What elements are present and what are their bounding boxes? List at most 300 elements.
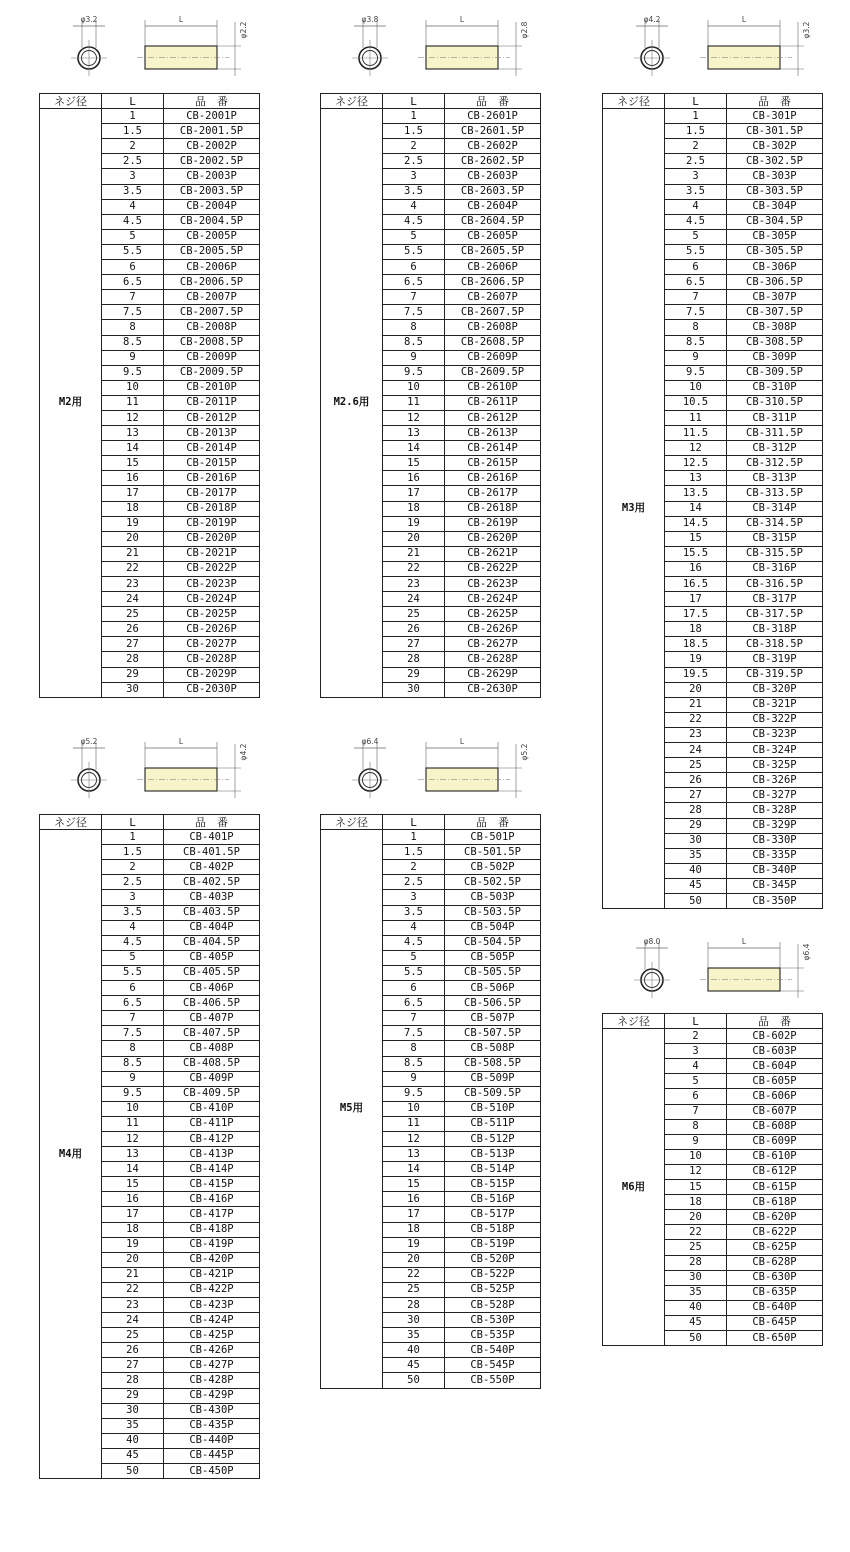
length-cell: 27 xyxy=(383,637,445,652)
length-cell: 7 xyxy=(383,290,445,305)
part-number-cell: CB-519P xyxy=(445,1237,541,1252)
part-number-cell: CB-2022P xyxy=(164,561,260,576)
length-cell: 18.5 xyxy=(665,637,727,652)
length-cell: 16 xyxy=(102,1192,164,1207)
length-cell: 22 xyxy=(102,1282,164,1297)
part-number-cell: CB-335P xyxy=(727,848,823,863)
length-cell: 30 xyxy=(665,1270,727,1285)
part-number-cell: CB-620P xyxy=(727,1210,823,1225)
length-cell: 8 xyxy=(383,320,445,335)
length-cell: 12.5 xyxy=(665,456,727,471)
length-cell: 20 xyxy=(665,682,727,697)
length-cell: 40 xyxy=(383,1343,445,1358)
part-number-cell: CB-530P xyxy=(445,1313,541,1328)
length-cell: 5 xyxy=(383,229,445,244)
length-cell: 6.5 xyxy=(383,275,445,290)
spacer-drawing-m5 xyxy=(326,730,540,810)
part-number-cell: CB-2018P xyxy=(164,501,260,516)
length-cell: 5 xyxy=(102,229,164,244)
length-cell: 21 xyxy=(383,546,445,561)
length-cell: 8.5 xyxy=(102,1056,164,1071)
table-row xyxy=(603,109,823,124)
length-cell: 3 xyxy=(383,169,445,184)
part-number-cell: CB-2004P xyxy=(164,199,260,214)
length-cell: 28 xyxy=(102,652,164,667)
spec-table-m4 xyxy=(39,814,260,1479)
length-cell: 24 xyxy=(102,1313,164,1328)
length-cell: 5 xyxy=(383,950,445,965)
part-number-cell: CB-314P xyxy=(727,501,823,516)
length-cell: 13 xyxy=(383,1147,445,1162)
length-cell: 3.5 xyxy=(102,184,164,199)
length-cell: 9 xyxy=(665,350,727,365)
part-number-cell: CB-423P xyxy=(164,1298,260,1313)
length-cell: 5 xyxy=(665,229,727,244)
length-cell: 2.5 xyxy=(383,154,445,169)
length-cell: 27 xyxy=(102,637,164,652)
length-cell: 3.5 xyxy=(665,184,727,199)
part-number-cell: CB-340P xyxy=(727,863,823,878)
header-row xyxy=(321,815,541,830)
part-number-cell: CB-326P xyxy=(727,773,823,788)
length-cell: 16 xyxy=(665,561,727,576)
part-number-cell: CB-2622P xyxy=(445,561,541,576)
part-number-cell: CB-509.5P xyxy=(445,1086,541,1101)
part-number-cell: CB-304.5P xyxy=(727,214,823,229)
part-number-cell: CB-505P xyxy=(445,950,541,965)
table-row xyxy=(321,109,541,124)
length-cell: 14 xyxy=(102,441,164,456)
length-cell: 45 xyxy=(383,1358,445,1373)
part-number-cell: CB-345P xyxy=(727,878,823,893)
part-number-cell: CB-507.5P xyxy=(445,1026,541,1041)
length-cell: 5.5 xyxy=(102,965,164,980)
part-number-cell: CB-404.5P xyxy=(164,935,260,950)
length-cell: 8 xyxy=(665,320,727,335)
outer-diameter-label: φ2.2 xyxy=(239,21,248,39)
length-cell: 16 xyxy=(383,1192,445,1207)
part-number-cell: CB-416P xyxy=(164,1192,260,1207)
part-number-cell: CB-301P xyxy=(727,109,823,124)
length-cell: 50 xyxy=(383,1373,445,1388)
part-number-cell: CB-424P xyxy=(164,1313,260,1328)
part-number-cell: CB-604P xyxy=(727,1059,823,1074)
length-cell: 15 xyxy=(383,1177,445,1192)
length-cell: 1 xyxy=(383,830,445,845)
length-cell: 2.5 xyxy=(665,154,727,169)
length-cell: 2 xyxy=(383,139,445,154)
part-number-cell: CB-2607.5P xyxy=(445,305,541,320)
length-dimension-label: L xyxy=(178,737,184,746)
part-number-cell: CB-2008.5P xyxy=(164,335,260,350)
length-cell: 13 xyxy=(665,471,727,486)
header-thread: ネジ径 xyxy=(603,94,665,109)
part-number-cell: CB-404P xyxy=(164,920,260,935)
length-cell: 8.5 xyxy=(383,1056,445,1071)
length-cell: 35 xyxy=(665,848,727,863)
part-number-cell: CB-2007.5P xyxy=(164,305,260,320)
header-row xyxy=(321,94,541,109)
part-number-cell: CB-2614P xyxy=(445,441,541,456)
length-cell: 1 xyxy=(102,109,164,124)
part-number-cell: CB-2602.5P xyxy=(445,154,541,169)
length-cell: 45 xyxy=(665,878,727,893)
length-cell: 4 xyxy=(665,199,727,214)
length-cell: 3 xyxy=(102,169,164,184)
part-number-cell: CB-2006.5P xyxy=(164,275,260,290)
part-number-cell: CB-503P xyxy=(445,890,541,905)
length-cell: 4.5 xyxy=(383,935,445,950)
length-cell: 19 xyxy=(102,1237,164,1252)
part-number-cell: CB-311.5P xyxy=(727,426,823,441)
table-row xyxy=(603,1029,823,1044)
spacer-diagram-m4 xyxy=(45,730,259,810)
part-number-cell: CB-403.5P xyxy=(164,905,260,920)
length-cell: 11 xyxy=(102,395,164,410)
length-cell: 12 xyxy=(102,410,164,425)
length-cell: 2 xyxy=(665,1029,727,1044)
part-number-cell: CB-2623P xyxy=(445,577,541,592)
length-cell: 50 xyxy=(665,1330,727,1345)
length-cell: 10 xyxy=(383,380,445,395)
part-number-cell: CB-427P xyxy=(164,1358,260,1373)
length-cell: 7 xyxy=(102,1011,164,1026)
part-number-cell: CB-2001.5P xyxy=(164,124,260,139)
length-cell: 27 xyxy=(665,788,727,803)
length-cell: 8 xyxy=(102,320,164,335)
part-number-cell: CB-628P xyxy=(727,1255,823,1270)
hole-diameter-label: φ3.8 xyxy=(361,15,379,24)
part-number-cell: CB-309P xyxy=(727,350,823,365)
length-cell: 40 xyxy=(102,1433,164,1448)
length-cell: 30 xyxy=(383,682,445,697)
length-cell: 12 xyxy=(383,410,445,425)
length-cell: 17 xyxy=(102,1207,164,1222)
length-cell: 20 xyxy=(383,1252,445,1267)
part-number-cell: CB-402P xyxy=(164,860,260,875)
part-number-cell: CB-2005.5P xyxy=(164,244,260,259)
part-number-cell: CB-313P xyxy=(727,471,823,486)
length-cell: 17.5 xyxy=(665,607,727,622)
part-number-cell: CB-2630P xyxy=(445,682,541,697)
length-cell: 28 xyxy=(383,652,445,667)
part-number-cell: CB-312P xyxy=(727,441,823,456)
part-number-cell: CB-408P xyxy=(164,1041,260,1056)
thread-size-cell: M5用 xyxy=(321,830,383,1388)
part-number-cell: CB-429P xyxy=(164,1388,260,1403)
part-number-cell: CB-608P xyxy=(727,1119,823,1134)
length-cell: 1 xyxy=(665,109,727,124)
spacer-diagram-m2 xyxy=(45,8,259,88)
length-cell: 23 xyxy=(383,577,445,592)
part-number-cell: CB-402.5P xyxy=(164,875,260,890)
header-thread: ネジ径 xyxy=(321,94,383,109)
length-cell: 14.5 xyxy=(665,516,727,531)
part-number-cell: CB-325P xyxy=(727,758,823,773)
length-cell: 1 xyxy=(383,109,445,124)
part-number-cell: CB-312.5P xyxy=(727,456,823,471)
part-number-cell: CB-2601.5P xyxy=(445,124,541,139)
length-cell: 25 xyxy=(102,1328,164,1343)
length-cell: 7.5 xyxy=(665,305,727,320)
hole-diameter-label: φ3.2 xyxy=(80,15,98,24)
length-cell: 27 xyxy=(102,1358,164,1373)
part-number-cell: CB-2011P xyxy=(164,395,260,410)
length-cell: 29 xyxy=(102,1388,164,1403)
part-number-cell: CB-2030P xyxy=(164,682,260,697)
length-cell: 26 xyxy=(102,622,164,637)
part-number-cell: CB-420P xyxy=(164,1252,260,1267)
length-cell: 3.5 xyxy=(102,905,164,920)
part-number-cell: CB-412P xyxy=(164,1131,260,1146)
part-number-cell: CB-2002.5P xyxy=(164,154,260,169)
header-row xyxy=(40,815,260,830)
part-number-cell: CB-2606P xyxy=(445,260,541,275)
part-number-cell: CB-408.5P xyxy=(164,1056,260,1071)
length-cell: 20 xyxy=(383,531,445,546)
part-number-cell: CB-2020P xyxy=(164,531,260,546)
part-number-cell: CB-2017P xyxy=(164,486,260,501)
part-number-cell: CB-307P xyxy=(727,290,823,305)
part-number-cell: CB-435P xyxy=(164,1418,260,1433)
length-cell: 9.5 xyxy=(383,1086,445,1101)
length-cell: 10 xyxy=(102,1101,164,1116)
length-cell: 11 xyxy=(102,1116,164,1131)
length-cell: 11.5 xyxy=(665,426,727,441)
part-number-cell: CB-513P xyxy=(445,1147,541,1162)
part-number-cell: CB-512P xyxy=(445,1131,541,1146)
length-cell: 1.5 xyxy=(383,124,445,139)
spec-table-m5 xyxy=(320,814,541,1389)
part-number-cell: CB-618P xyxy=(727,1195,823,1210)
part-number-cell: CB-306.5P xyxy=(727,275,823,290)
part-number-cell: CB-305P xyxy=(727,229,823,244)
length-cell: 13 xyxy=(102,1147,164,1162)
part-number-cell: CB-425P xyxy=(164,1328,260,1343)
length-cell: 12 xyxy=(102,1131,164,1146)
part-number-cell: CB-409.5P xyxy=(164,1086,260,1101)
part-number-cell: CB-622P xyxy=(727,1225,823,1240)
part-number-cell: CB-606P xyxy=(727,1089,823,1104)
part-number-cell: CB-409P xyxy=(164,1071,260,1086)
part-number-cell: CB-419P xyxy=(164,1237,260,1252)
length-cell: 2.5 xyxy=(102,154,164,169)
part-number-cell: CB-2618P xyxy=(445,501,541,516)
part-number-cell: CB-605P xyxy=(727,1074,823,1089)
part-number-cell: CB-516P xyxy=(445,1192,541,1207)
table-row xyxy=(40,109,260,124)
part-number-cell: CB-540P xyxy=(445,1343,541,1358)
length-cell: 45 xyxy=(102,1448,164,1463)
part-number-cell: CB-510P xyxy=(445,1101,541,1116)
part-number-cell: CB-322P xyxy=(727,712,823,727)
header-length: L xyxy=(383,815,445,830)
header-part-number: 品 番 xyxy=(164,815,260,830)
part-number-cell: CB-403P xyxy=(164,890,260,905)
part-number-cell: CB-315P xyxy=(727,531,823,546)
length-cell: 2 xyxy=(102,860,164,875)
length-dimension-label: L xyxy=(459,737,465,746)
part-number-cell: CB-2624P xyxy=(445,592,541,607)
length-cell: 16 xyxy=(102,471,164,486)
length-cell: 9.5 xyxy=(102,365,164,380)
part-number-cell: CB-316.5P xyxy=(727,577,823,592)
part-number-cell: CB-2019P xyxy=(164,516,260,531)
part-number-cell: CB-625P xyxy=(727,1240,823,1255)
part-number-cell: CB-2602P xyxy=(445,139,541,154)
length-cell: 29 xyxy=(665,818,727,833)
part-number-cell: CB-406.5P xyxy=(164,996,260,1011)
part-number-cell: CB-417P xyxy=(164,1207,260,1222)
part-number-cell: CB-2608.5P xyxy=(445,335,541,350)
length-cell: 9.5 xyxy=(102,1086,164,1101)
length-cell: 5.5 xyxy=(102,244,164,259)
part-number-cell: CB-410P xyxy=(164,1101,260,1116)
length-cell: 4 xyxy=(383,920,445,935)
length-cell: 4.5 xyxy=(383,214,445,229)
part-number-cell: CB-2026P xyxy=(164,622,260,637)
part-number-cell: CB-310.5P xyxy=(727,395,823,410)
part-number-cell: CB-507P xyxy=(445,1011,541,1026)
header-part-number: 品 番 xyxy=(445,94,541,109)
header-row xyxy=(603,94,823,109)
header-length: L xyxy=(383,94,445,109)
part-number-cell: CB-607P xyxy=(727,1104,823,1119)
part-number-cell: CB-2612P xyxy=(445,410,541,425)
part-number-cell: CB-308P xyxy=(727,320,823,335)
spacer-drawing-m3 xyxy=(608,8,822,88)
length-cell: 1.5 xyxy=(102,124,164,139)
hole-diameter-label: φ4.2 xyxy=(643,15,661,24)
thread-size-cell: M6用 xyxy=(603,1029,665,1346)
length-cell: 14 xyxy=(383,1162,445,1177)
header-length: L xyxy=(665,94,727,109)
part-number-cell: CB-2615P xyxy=(445,456,541,471)
part-number-cell: CB-2023P xyxy=(164,577,260,592)
thread-size-cell: M2用 xyxy=(40,109,102,698)
length-cell: 19 xyxy=(383,516,445,531)
part-number-cell: CB-602P xyxy=(727,1029,823,1044)
part-number-cell: CB-318.5P xyxy=(727,637,823,652)
part-number-cell: CB-317P xyxy=(727,592,823,607)
table-row xyxy=(321,830,541,845)
length-cell: 15.5 xyxy=(665,546,727,561)
length-cell: 14 xyxy=(102,1162,164,1177)
part-number-cell: CB-316P xyxy=(727,561,823,576)
part-number-cell: CB-315.5P xyxy=(727,546,823,561)
part-number-cell: CB-310P xyxy=(727,380,823,395)
part-number-cell: CB-2605.5P xyxy=(445,244,541,259)
spacer-diagram-m3 xyxy=(608,8,822,88)
length-cell: 13.5 xyxy=(665,486,727,501)
header-thread: ネジ径 xyxy=(603,1014,665,1029)
length-cell: 22 xyxy=(102,561,164,576)
part-number-cell: CB-2620P xyxy=(445,531,541,546)
part-number-cell: CB-407P xyxy=(164,1011,260,1026)
part-number-cell: CB-307.5P xyxy=(727,305,823,320)
part-number-cell: CB-411P xyxy=(164,1116,260,1131)
length-cell: 30 xyxy=(383,1313,445,1328)
part-number-cell: CB-313.5P xyxy=(727,486,823,501)
part-number-cell: CB-2028P xyxy=(164,652,260,667)
part-number-cell: CB-422P xyxy=(164,1282,260,1297)
part-number-cell: CB-603P xyxy=(727,1044,823,1059)
length-cell: 18 xyxy=(665,622,727,637)
part-number-cell: CB-505.5P xyxy=(445,965,541,980)
length-cell: 2 xyxy=(665,139,727,154)
length-cell: 4 xyxy=(383,199,445,214)
length-cell: 22 xyxy=(383,1267,445,1282)
part-number-cell: CB-2625P xyxy=(445,607,541,622)
spacer-diagram-m26 xyxy=(326,8,540,88)
length-cell: 14 xyxy=(383,441,445,456)
part-number-cell: CB-509P xyxy=(445,1071,541,1086)
header-length: L xyxy=(102,815,164,830)
length-cell: 5 xyxy=(665,1074,727,1089)
part-number-cell: CB-520P xyxy=(445,1252,541,1267)
length-cell: 5.5 xyxy=(383,244,445,259)
part-number-cell: CB-401P xyxy=(164,830,260,845)
length-cell: 1 xyxy=(102,830,164,845)
part-number-cell: CB-508.5P xyxy=(445,1056,541,1071)
length-cell: 26 xyxy=(102,1343,164,1358)
part-number-cell: CB-2029P xyxy=(164,667,260,682)
length-cell: 6.5 xyxy=(665,275,727,290)
part-number-cell: CB-320P xyxy=(727,682,823,697)
length-cell: 8.5 xyxy=(383,335,445,350)
part-number-cell: CB-330P xyxy=(727,833,823,848)
length-cell: 40 xyxy=(665,1300,727,1315)
length-cell: 4 xyxy=(102,199,164,214)
length-cell: 9 xyxy=(383,1071,445,1086)
length-cell: 35 xyxy=(102,1418,164,1433)
part-number-cell: CB-2021P xyxy=(164,546,260,561)
length-cell: 22 xyxy=(383,561,445,576)
part-number-cell: CB-503.5P xyxy=(445,905,541,920)
part-number-cell: CB-328P xyxy=(727,803,823,818)
part-number-cell: CB-528P xyxy=(445,1298,541,1313)
length-cell: 6 xyxy=(102,260,164,275)
length-cell: 8.5 xyxy=(102,335,164,350)
length-cell: 9 xyxy=(665,1134,727,1149)
length-cell: 7.5 xyxy=(102,1026,164,1041)
length-cell: 9 xyxy=(383,350,445,365)
part-number-cell: CB-440P xyxy=(164,1433,260,1448)
length-cell: 30 xyxy=(665,833,727,848)
part-number-cell: CB-329P xyxy=(727,818,823,833)
part-number-cell: CB-2628P xyxy=(445,652,541,667)
length-cell: 11 xyxy=(665,410,727,425)
length-cell: 17 xyxy=(102,486,164,501)
part-number-cell: CB-445P xyxy=(164,1448,260,1463)
part-number-cell: CB-304P xyxy=(727,199,823,214)
length-cell: 4.5 xyxy=(665,214,727,229)
part-number-cell: CB-421P xyxy=(164,1267,260,1282)
part-number-cell: CB-2605P xyxy=(445,229,541,244)
part-number-cell: CB-517P xyxy=(445,1207,541,1222)
length-dimension-label: L xyxy=(178,15,184,24)
spec-table-m3 xyxy=(602,93,823,909)
part-number-cell: CB-2601P xyxy=(445,109,541,124)
part-number-cell: CB-511P xyxy=(445,1116,541,1131)
header-row xyxy=(603,1014,823,1029)
header-length: L xyxy=(665,1014,727,1029)
length-cell: 7 xyxy=(102,290,164,305)
outer-diameter-label: φ5.2 xyxy=(520,743,529,761)
part-number-cell: CB-2009.5P xyxy=(164,365,260,380)
part-number-cell: CB-303.5P xyxy=(727,184,823,199)
length-cell: 7.5 xyxy=(383,1026,445,1041)
